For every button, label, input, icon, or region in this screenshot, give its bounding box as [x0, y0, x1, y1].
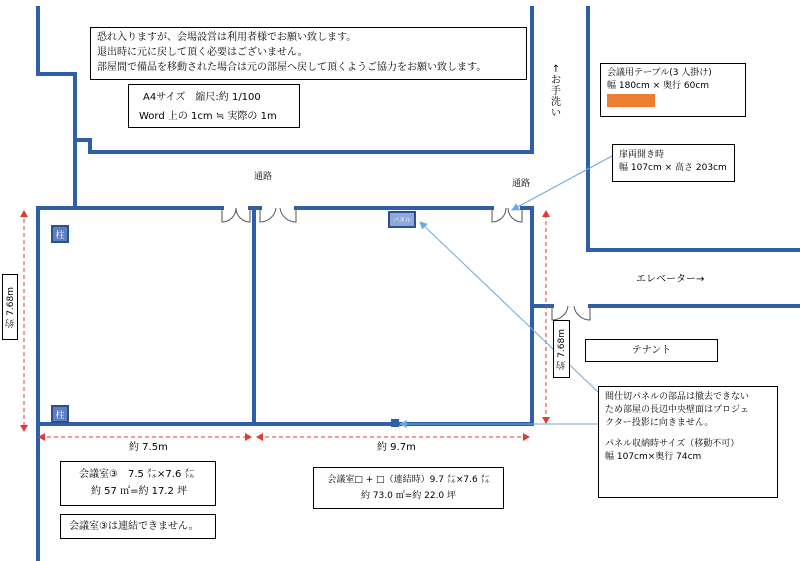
partition-note-line2: ため部屋の長辺中央壁面はプロジェ	[605, 405, 749, 415]
leader-panel	[420, 222, 598, 392]
room12-info-box	[313, 467, 504, 509]
upper-left-wall	[38, 8, 75, 208]
notice-line3: 部屋間で備品を移動された場合は元の部屋へ戻して頂くようご協力をお願い致します。	[97, 62, 487, 73]
door-info-box	[612, 144, 735, 182]
notice-box	[90, 27, 527, 80]
toilet-label: ↑お手洗い	[551, 64, 561, 119]
dimensions	[20, 210, 550, 441]
door-info-line1: 扉両開き時	[619, 150, 665, 160]
height-label-right	[553, 320, 570, 378]
table-legend-size: 幅 180cm × 奥行 60cm	[607, 81, 710, 91]
room3-line2: 約 57 ㎡=約 17.2 坪	[91, 486, 188, 497]
partition-note-line4: パネル収納時サイズ（移動不可）	[605, 439, 740, 449]
scale-line2: Word 上の 1cm ≒ 実際の 1m	[139, 111, 277, 122]
door-right-room-a	[260, 208, 296, 222]
partition-note-box	[598, 386, 778, 498]
width-label-left: 約 7.5m	[129, 442, 168, 453]
door-right-room-b	[492, 208, 522, 222]
tenant-box	[585, 339, 718, 362]
scale-box	[128, 84, 300, 128]
corridor-label-left: 通路	[254, 172, 273, 182]
pillar-bottom	[51, 405, 69, 423]
room3-note-box	[60, 514, 216, 539]
room3-line1: 会議室③ 7.5 ㍍×7.6 ㍍	[79, 469, 195, 480]
panel-stub	[391, 419, 399, 427]
panel-label: パネル	[392, 217, 411, 224]
notice-line2: 退出時に元に戻して頂く必要はございません。	[97, 47, 308, 58]
height-label-left-text: 約 7.68m	[5, 286, 16, 328]
table-swatch	[607, 94, 655, 107]
pillar-top	[51, 225, 69, 243]
room3-note: 会議室③は連結できません。	[69, 521, 199, 532]
leader-lines	[400, 156, 612, 424]
room12-line1: 会議室□ + □（連結時）9.7 ㍍×7.6 ㍍	[327, 475, 490, 485]
door-info-line2: 幅 107cm × 高さ 203cm	[619, 163, 727, 173]
partition-panel	[388, 211, 416, 228]
partition-note-line3: クター投影に向きません。	[605, 418, 714, 428]
height-label-right-text: 約 7.68m	[557, 328, 567, 370]
right-block-wall	[588, 8, 800, 250]
corridor-label-right: 通路	[512, 179, 531, 189]
tenant-label: テナント	[631, 345, 672, 356]
door-left-room	[222, 208, 250, 222]
width-label-right: 約 9.7m	[377, 442, 416, 453]
partition-note-line1: 間仕切パネルの部品は撤去できない	[605, 392, 750, 402]
pillar-top-label: 柱	[55, 230, 65, 241]
door-tenant	[552, 306, 590, 320]
table-legend-title: 会議用テーブル(3 人掛け)	[607, 68, 712, 78]
partition-note-line5: 幅 107cm×奥行 74cm	[605, 452, 702, 462]
height-label-left	[2, 274, 18, 340]
room12-line2: 約 73.0 ㎡=約 22.0 坪	[360, 491, 457, 501]
table-legend	[600, 63, 746, 117]
room3-info-box	[60, 461, 216, 506]
notice-line1: 恐れ入りますが、会場設営は利用者様でお願い致します。	[97, 32, 357, 43]
elevator-label: エレベーター→	[636, 274, 705, 285]
scale-line1: A4サイズ 縮尺:約 1/100	[143, 92, 261, 103]
pillar-bottom-label: 柱	[55, 410, 65, 421]
